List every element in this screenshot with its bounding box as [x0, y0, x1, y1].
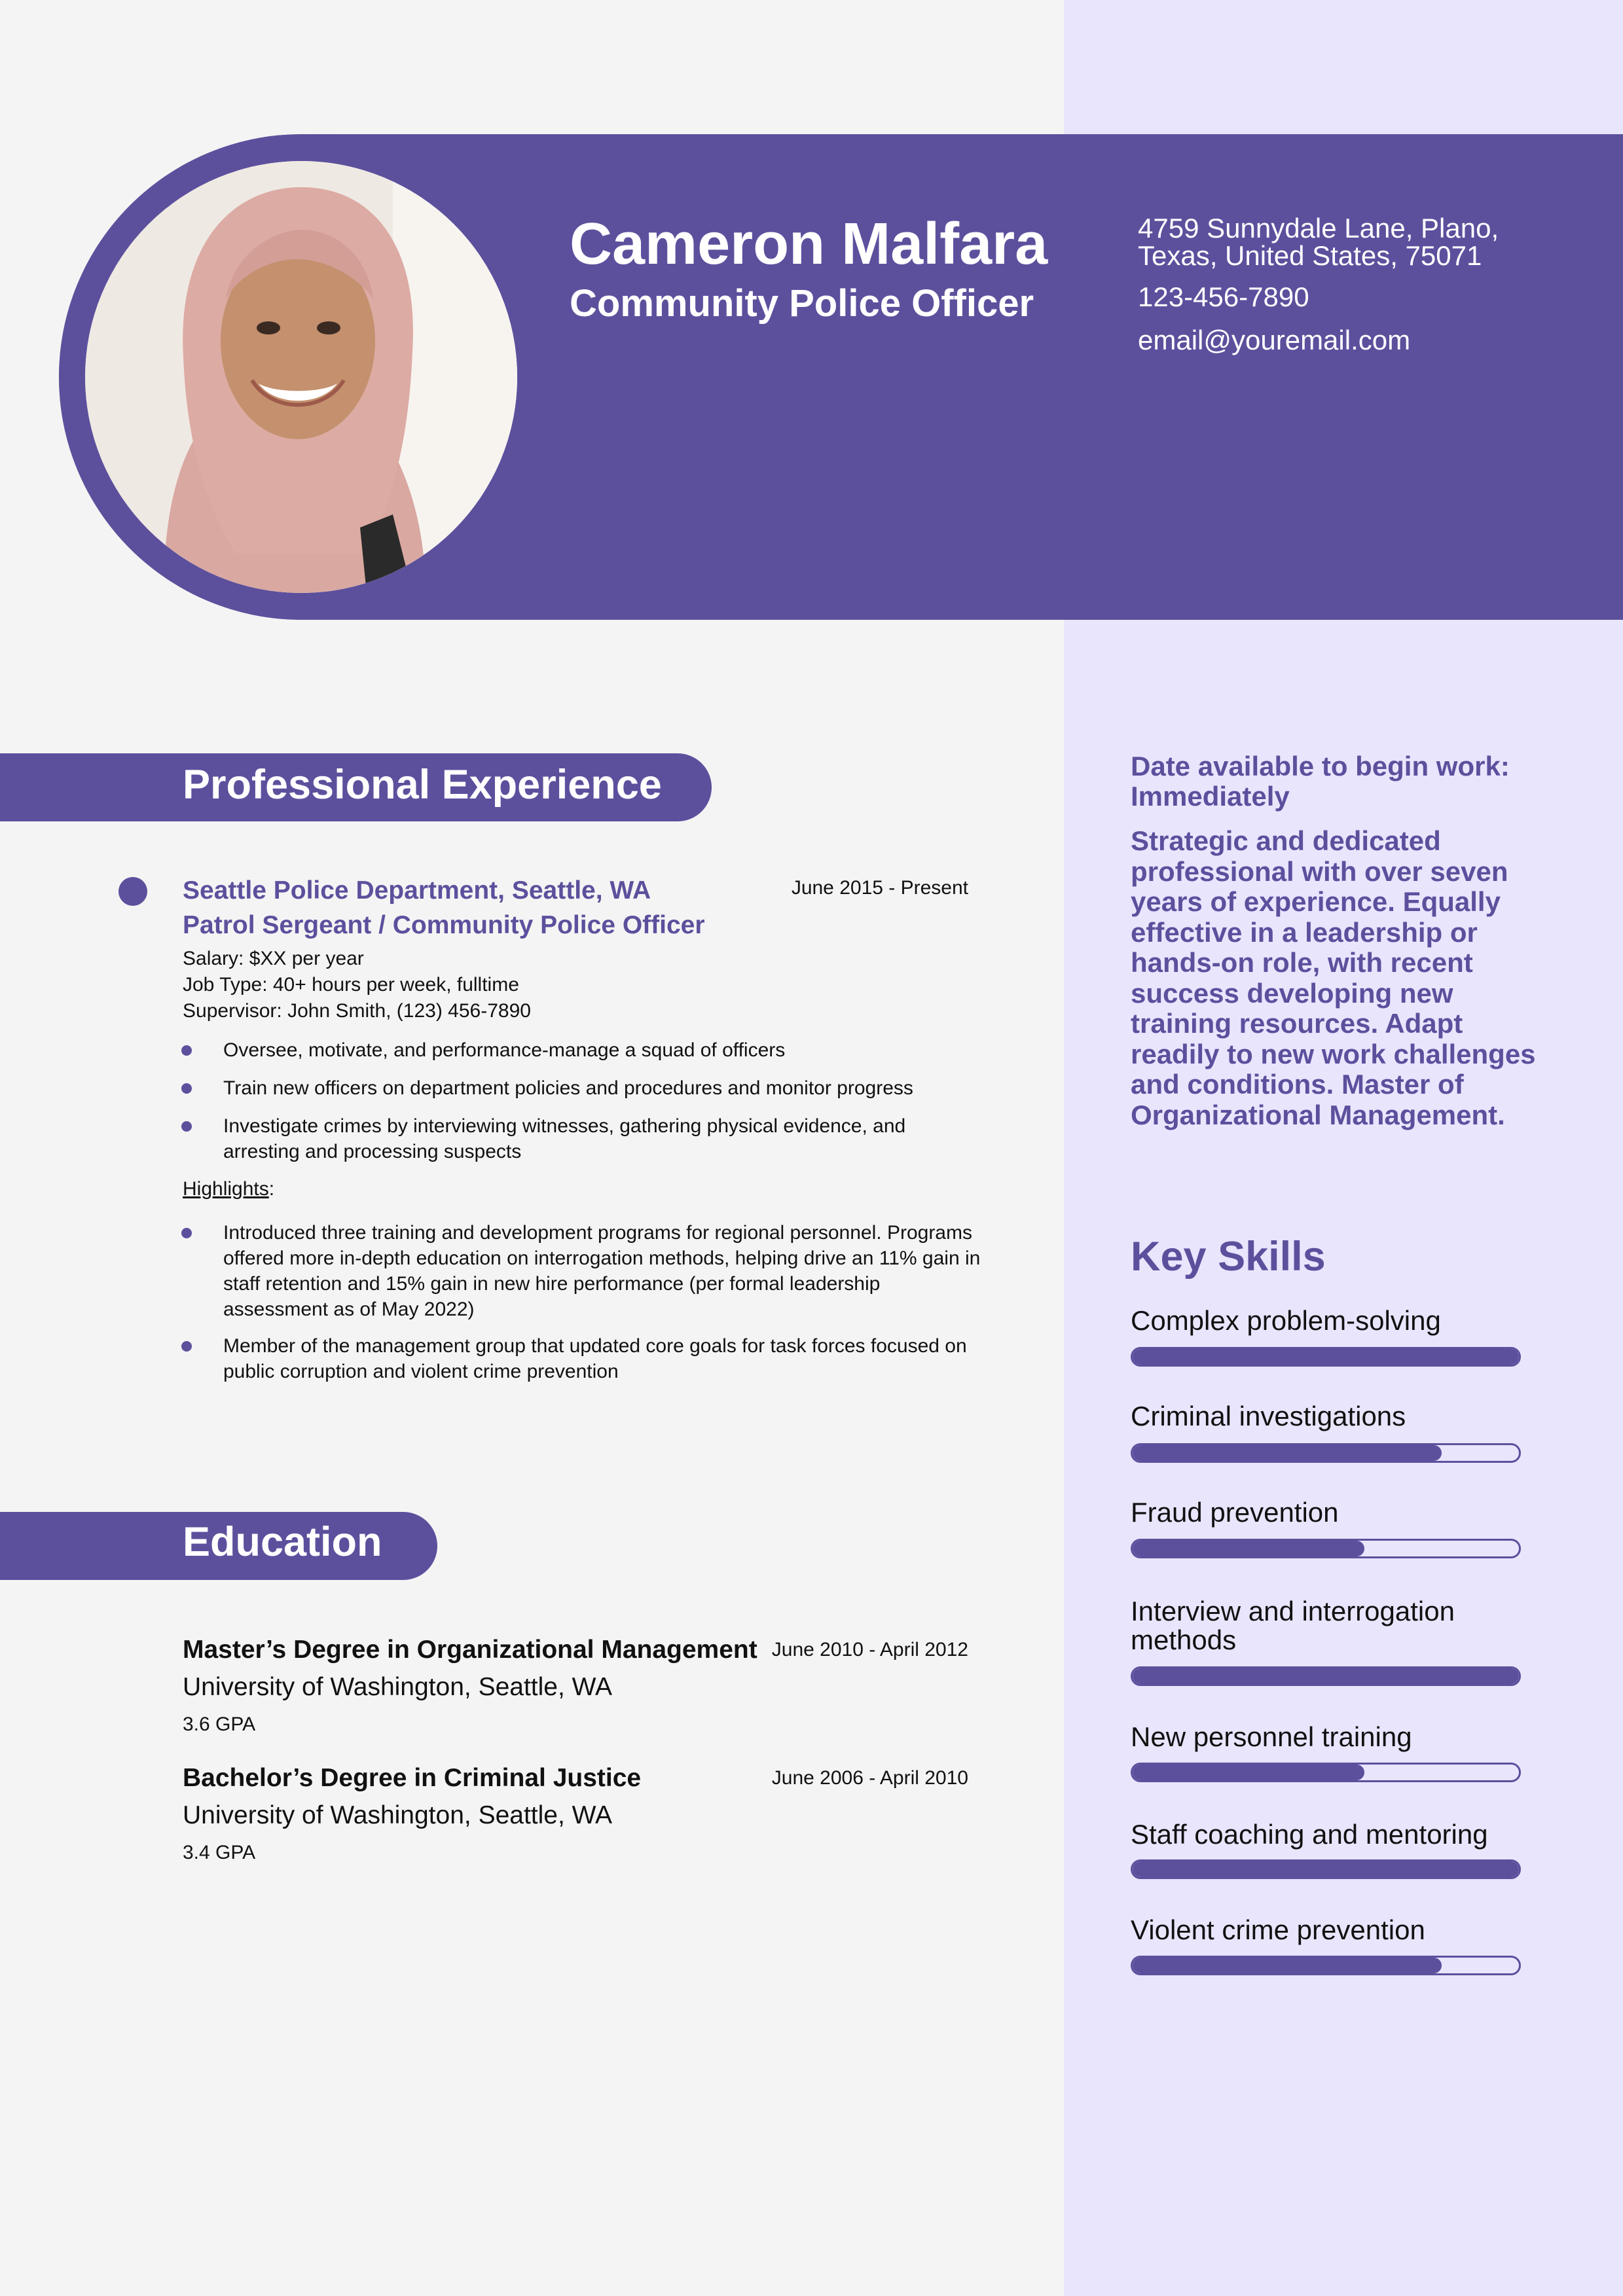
skill-label: Staff coaching and mentoring: [1131, 1819, 1488, 1850]
employer-name: Seattle Police Department, Seattle, WA: [183, 876, 651, 905]
skill-label: Complex problem-solving: [1131, 1305, 1441, 1336]
bullet-icon: [181, 1121, 192, 1132]
skill-bar: [1131, 1666, 1521, 1686]
highlights-colon: :: [268, 1178, 275, 1200]
highlight-item: Member of the management group that updated core goals for task forces focused on public corruption and violent crime prevention: [223, 1335, 967, 1382]
duty-item: Oversee, motivate, and performance-manage a squad of officers: [223, 1039, 786, 1061]
degree-title: Master’s Degree in Organizational Management: [183, 1636, 757, 1664]
bullet-icon: [181, 1083, 192, 1094]
skill-bar-fill: [1133, 1445, 1442, 1461]
skill-label: Criminal investigations: [1131, 1401, 1406, 1431]
bullet-icon: [181, 1228, 192, 1238]
position-title: Patrol Sergeant / Community Police Officer: [183, 911, 705, 939]
candidate-name: Cameron Malfara: [570, 211, 1048, 277]
profile-photo: [85, 161, 517, 593]
contact-address: 4759 Sunnydale Lane, Plano, Texas, United States, 75071: [1138, 213, 1499, 271]
school-name: University of Washington, Seattle, WA: [183, 1673, 613, 1701]
education-dates: June 2010 - April 2012: [771, 1639, 968, 1660]
skill-bar-fill: [1133, 1861, 1519, 1877]
skill-bar-fill: [1133, 1958, 1442, 1973]
highlight-item: Introduced three training and development programs for regional personnel. Programs offered more in-depth education on interrogation methods, helping drive an 11% gain in staff retention and 15% gain in new hire performance (per formal leadership assessment as of May 2022): [223, 1222, 981, 1320]
candidate-title: Community Police Officer: [570, 282, 1034, 325]
summary-text: Strategic and dedicated professional with over seven years of experience. Equally effective in a leadership or hands-on role, with recent success developing new training resources. Adapt readily to new work challenges and conditions. Master of Organizational Management.: [1131, 825, 1536, 1130]
bullet-icon: [181, 1045, 192, 1056]
skill-bar: [1131, 1763, 1521, 1782]
salary-text: Salary: $XX per year: [183, 948, 364, 969]
duty-item: Train new officers on department policies and procedures and monitor progress: [223, 1077, 913, 1099]
skill-bar: [1131, 1859, 1521, 1879]
skill-label: New personnel training: [1131, 1721, 1412, 1752]
gpa-text: 3.6 GPA: [183, 1713, 256, 1735]
skill-bar: [1131, 1539, 1521, 1558]
timeline-dot: [119, 877, 147, 906]
duty-item: Investigate crimes by interviewing witnesses, gathering physical evidence, and arresting and processing suspects: [223, 1115, 906, 1162]
employment-dates: June 2015 - Present: [791, 877, 968, 899]
skill-label: Fraud prevention: [1131, 1497, 1339, 1528]
skill-bar-fill: [1133, 1765, 1364, 1780]
skill-bar: [1131, 1443, 1521, 1463]
job-type-text: Job Type: 40+ hours per week, fulltime: [183, 974, 519, 996]
education-section-title: Education: [183, 1519, 382, 1565]
gpa-text: 3.4 GPA: [183, 1842, 256, 1863]
highlights-heading: [183, 1178, 274, 1200]
skill-label: Violent crime prevention: [1131, 1914, 1425, 1945]
experience-section-title: Professional Experience: [183, 762, 662, 808]
contact-phone: 123-456-7890: [1138, 281, 1309, 312]
bullet-icon: [181, 1341, 192, 1352]
contact-email: email@youremail.com: [1138, 325, 1411, 355]
education-dates: June 2006 - April 2010: [771, 1767, 968, 1789]
skill-bar-fill: [1133, 1541, 1364, 1556]
skill-bar-fill: [1133, 1349, 1519, 1365]
supervisor-text: Supervisor: John Smith, (123) 456-7890: [183, 1000, 531, 1022]
skill-bar: [1131, 1347, 1521, 1367]
skill-bar-fill: [1133, 1668, 1519, 1684]
degree-title: Bachelor’s Degree in Criminal Justice: [183, 1764, 642, 1792]
availability-text: Date available to begin work: Immediately: [1131, 751, 1510, 812]
skills-title: Key Skills: [1131, 1234, 1326, 1280]
skill-label: Interview and interrogation methods: [1131, 1596, 1455, 1655]
school-name: University of Washington, Seattle, WA: [183, 1801, 613, 1829]
skill-bar: [1131, 1956, 1521, 1975]
highlights-label-text: Highlights: [183, 1178, 269, 1200]
